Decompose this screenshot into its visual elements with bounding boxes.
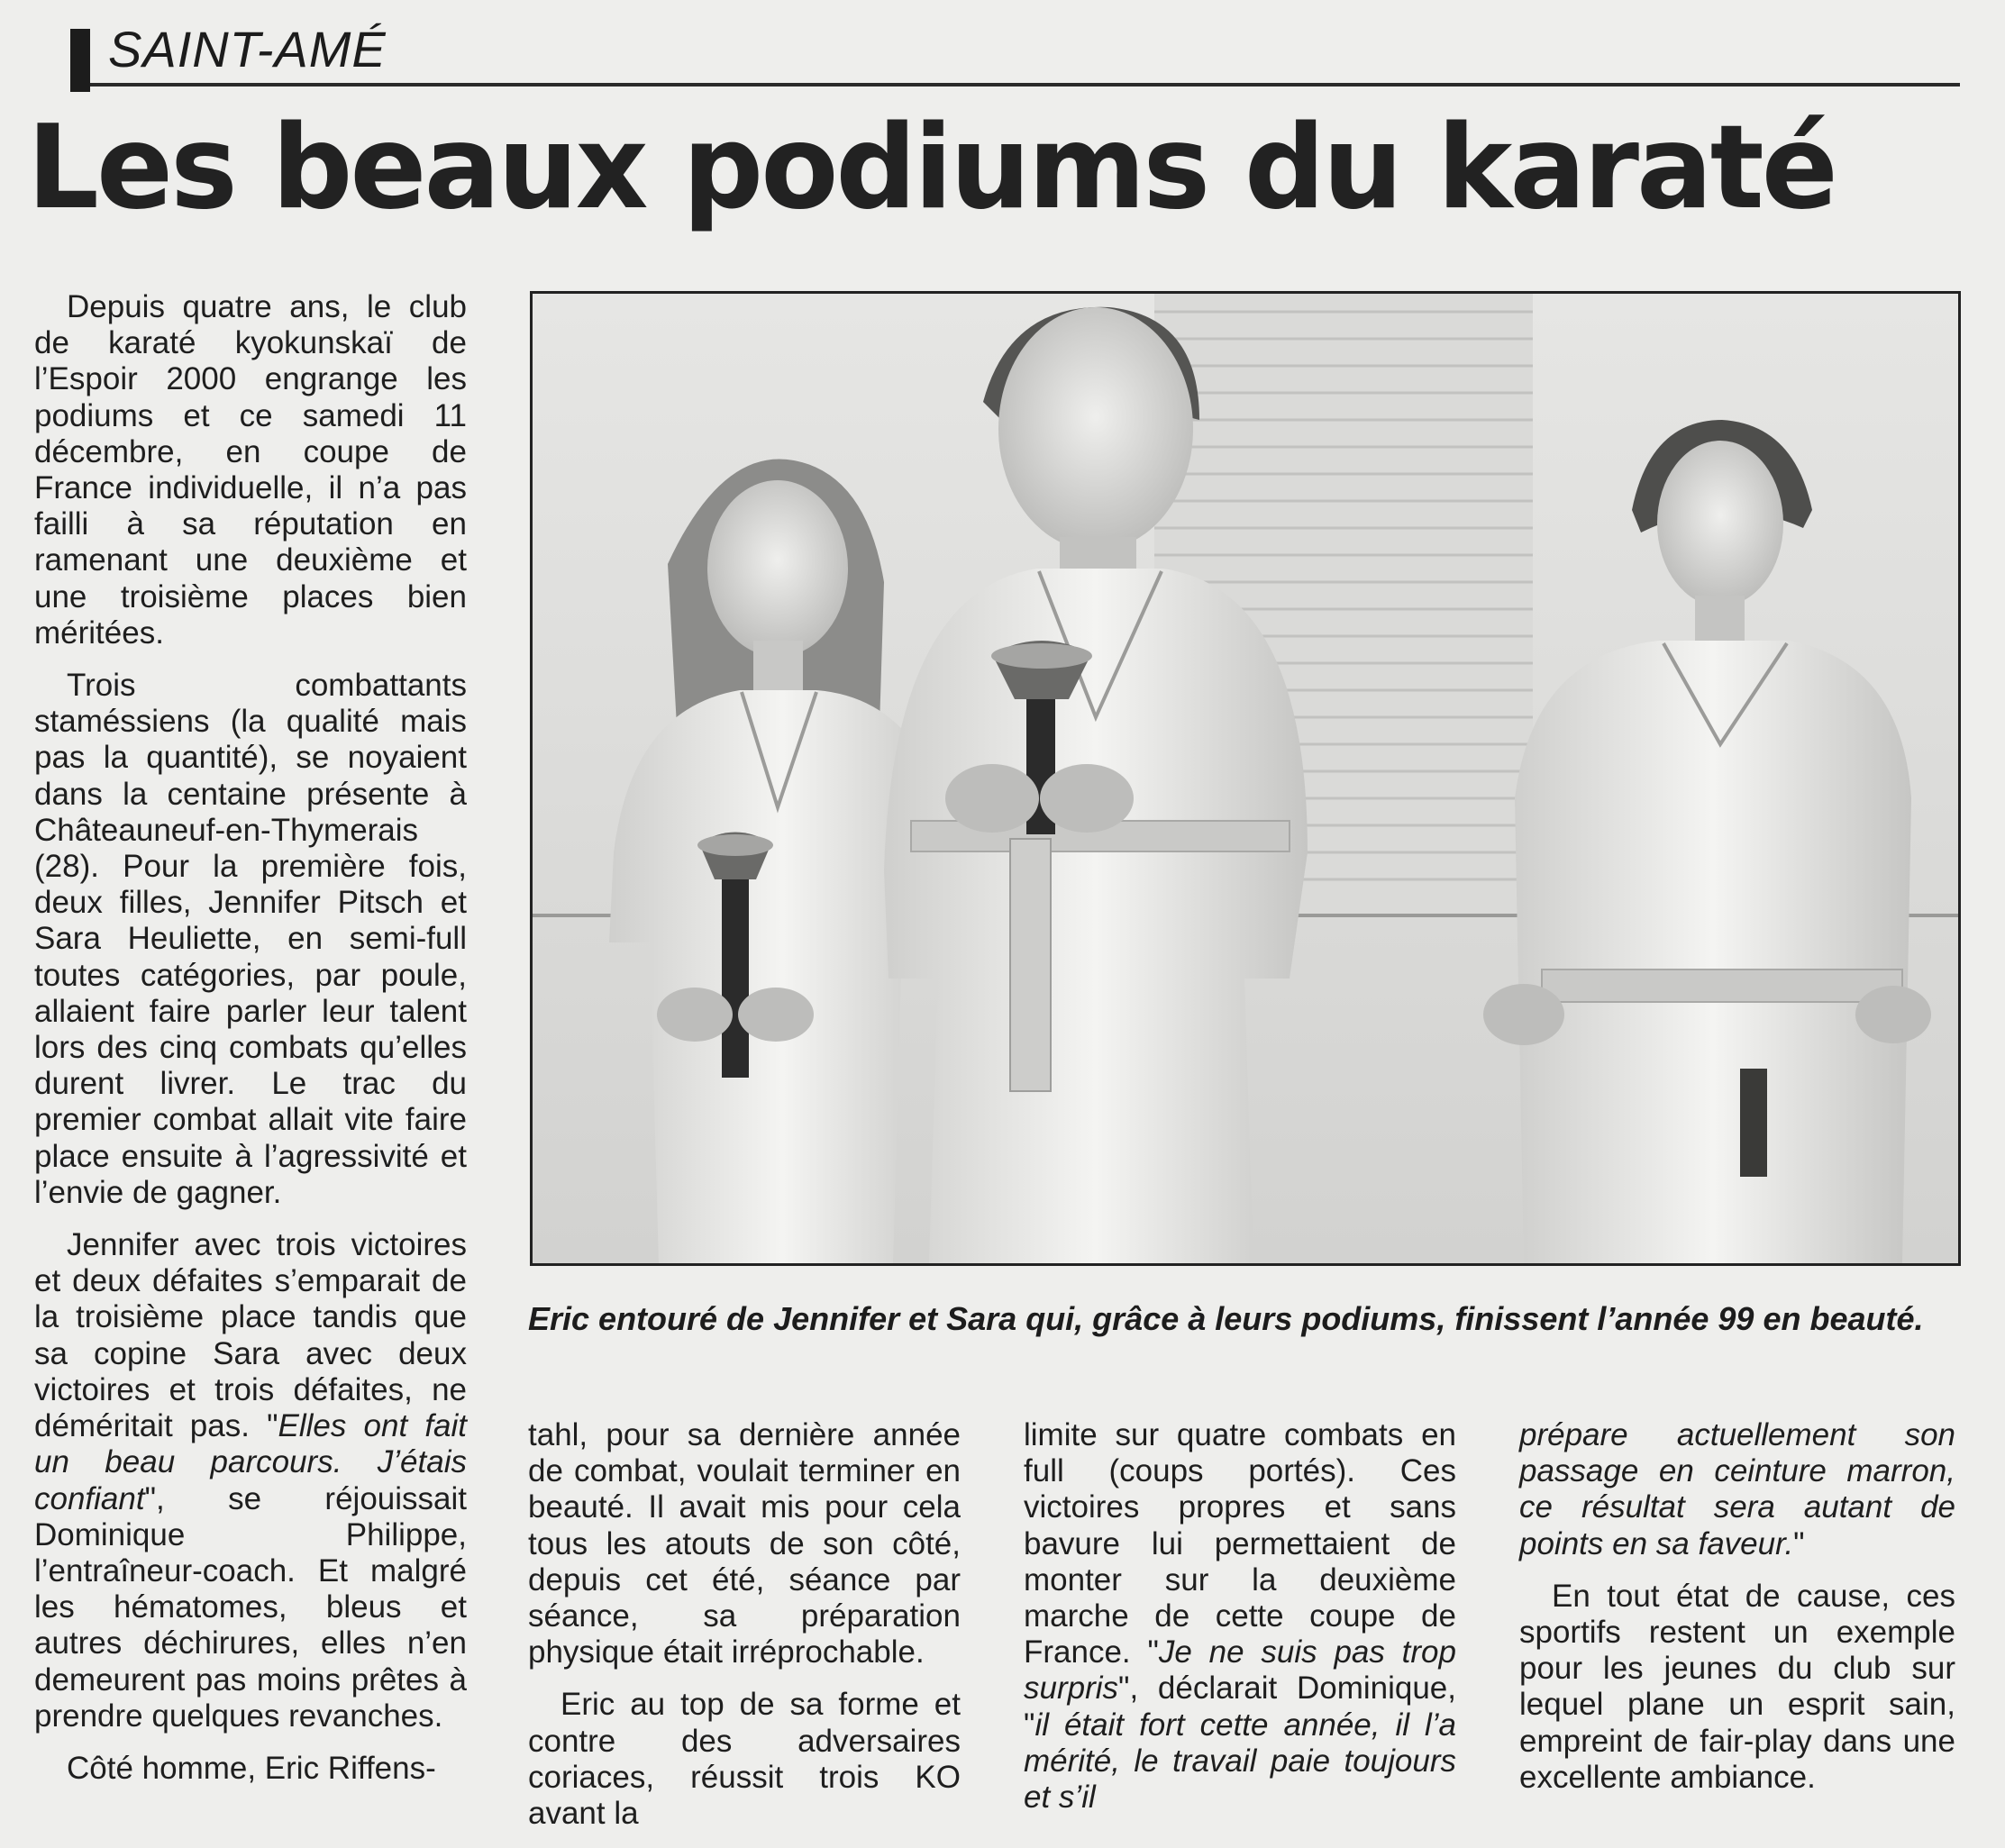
section-kicker: SAINT-AMÉ bbox=[108, 21, 387, 77]
quote: Je ne suis pas trop surpris bbox=[1024, 1634, 1456, 1707]
paragraph bbox=[34, 1227, 467, 1734]
headline: Les beaux podiums du karaté bbox=[27, 101, 1836, 235]
photo-illustration bbox=[533, 294, 1958, 1263]
paragraph bbox=[1519, 1417, 1955, 1562]
article-photo bbox=[530, 291, 1961, 1266]
paragraph bbox=[1024, 1417, 1456, 1816]
article-column-4 bbox=[1519, 1417, 1955, 1812]
text: Jennifer avec trois victoires et deux défaites s’emparait de la troisième place tandis que sa copine Sara avec deux victoires et trois défaites, ne déméritait pas. " bbox=[34, 1227, 467, 1444]
kicker-bar bbox=[70, 29, 90, 92]
quote: Elles ont fait un beau parcours. J’étais confiant bbox=[34, 1408, 468, 1516]
paragraph: Depuis quatre ans, le club de karaté kyokunskaï de l’Espoir 2000 engrange les podiums et ce samedi 11 décembre, en coupe de France individuelle, il n’a pas failli à sa réputation en ramenant une deuxième et une troisième places bien méritées. bbox=[34, 289, 467, 651]
photo-caption: Eric entouré de Jennifer et Sara qui, grâce à leurs podiums, finissent l’année 99 en beauté. bbox=[528, 1300, 1924, 1337]
kicker-rule bbox=[90, 83, 1960, 86]
text: " bbox=[1793, 1525, 1805, 1561]
article-column-2 bbox=[528, 1417, 961, 1848]
quote: prépare actuellement son passage en ceinture marron, ce résultat sera autant de points en sa faveur. bbox=[1519, 1417, 1955, 1561]
article-column-1 bbox=[34, 289, 467, 1803]
article-column-3 bbox=[1024, 1417, 1456, 1832]
quote: il était fort cette année, il l’a mérité, le travail paie toujours et s’il bbox=[1024, 1707, 1456, 1816]
text: ", se réjouissait Dominique Philippe, l’entraîneur-coach. Et malgré les hématomes, bleus et autres déchirures, elles n’en demeurent pas moins prêtes à prendre quelques revanches. bbox=[34, 1480, 467, 1734]
paragraph: Trois combattants staméssiens (la qualité mais pas la quantité), se noyaient dans la centaine présente à Châteauneuf-en-Thymerais (28). Pour la première fois, deux filles, Jennifer Pitsch et Sara Heuliette, en semi-full toutes catégories, par poule, allaient faire parler leur talent lors des cinq combats qu’elles durent livrer. Le trac du premier combat allait vite faire place ensuite à l’agressivité et l’envie de gagner. bbox=[34, 668, 467, 1210]
paragraph: Eric au top de sa forme et contre des adversaires coriaces, réussit trois KO avant la bbox=[528, 1687, 961, 1832]
text: ", déclarait Dominique, " bbox=[1024, 1670, 1456, 1743]
paragraph: Côté homme, Eric Riffens- bbox=[67, 1750, 436, 1786]
paragraph: tahl, pour sa dernière année de combat, voulait terminer en beauté. Il avait mis pour cela tous les atouts de son côté, depuis cet été, séance par séance, sa préparation physique était irréprochable. bbox=[528, 1417, 961, 1670]
paragraph: En tout état de cause, ces sportifs restent un exemple pour les jeunes du club sur lequel plane un esprit sain, empreint de fair-play dans une excellente ambiance. bbox=[1519, 1578, 1955, 1795]
text: limite sur quatre combats en full (coups portés). Ces victoires propres et sans bavure lui permettaient de monter sur la deuxième marche de cette coupe de France. " bbox=[1024, 1417, 1456, 1670]
